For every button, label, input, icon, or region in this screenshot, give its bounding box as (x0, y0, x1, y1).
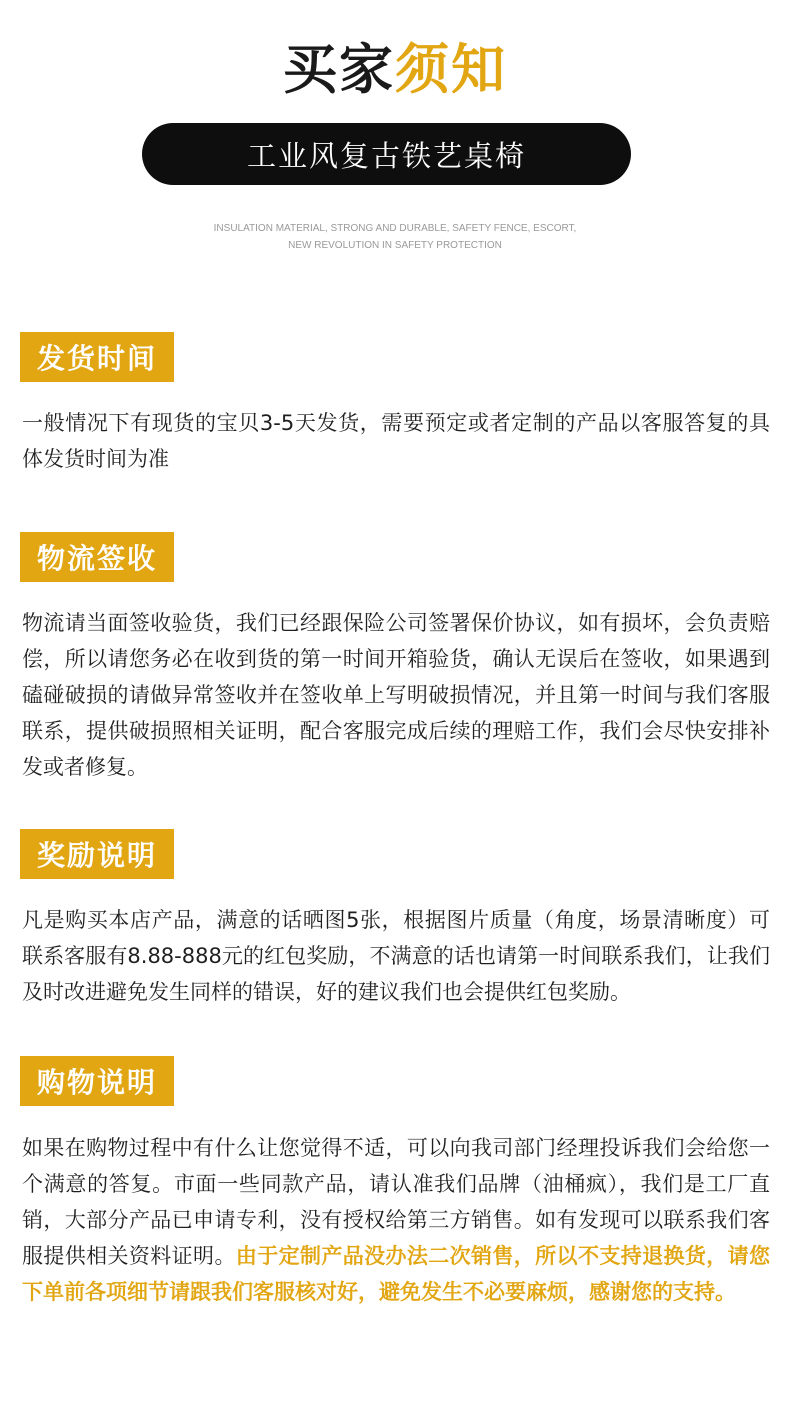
english-tagline-line2: NEW REVOLUTION IN SAFETY PROTECTION (288, 240, 502, 251)
page-title-dark: 买家 (283, 38, 395, 101)
page-title-accent: 须知 (395, 38, 507, 101)
section-heading-shipping-time: 发货时间 (20, 332, 174, 382)
english-tagline-line1: INSULATION MATERIAL, STRONG AND DURABLE, SAFETY FENCE, ESCORT, (213, 223, 577, 234)
english-tagline (0, 220, 790, 254)
subtitle-banner (142, 123, 631, 185)
section-heading-shopping: 购物说明 (20, 1056, 174, 1106)
page-title (0, 38, 790, 102)
section-body-rewards: 凡是购买本店产品，满意的话晒图5张，根据图片质量（角度，场景清晰度）可联系客服有8.88-888元的红包奖励，不满意的话也请第一时间联系我们，让我们及时改进避免发生同样的错误，好的建议我们也会提供红包奖励。 (22, 908, 770, 1004)
section-body-logistics: 物流请当面签收验货，我们已经跟保险公司签署保价协议，如有损坏，会负责赔偿，所以请您务必在收到货的第一时间开箱验货，确认无误后在签收，如果遇到磕碰破损的请做异常签收并在签收单上写明破损情况，并且第一时间与我们客服联系，提供破损照相关证明，配合客服完成后续的理赔工作，我们会尽快安排补发或者修复。 (22, 611, 770, 779)
subtitle-text: 工业风复古铁艺桌椅 (246, 138, 526, 173)
section-body-shopping-text: 如果在购物过程中有什么让您觉得不适，可以向我司部门经理投诉我们会给您一个满意的答复。市面一些同款产品，请认准我们品牌（油桶疯），我们是工厂直销，大部分产品已申请专利，没有授权给第三方销售。如有发现可以联系我们客服提供相关资料证明。 (22, 1136, 770, 1268)
section-heading-logistics: 物流签收 (20, 532, 174, 582)
section-heading-rewards: 奖励说明 (20, 829, 174, 879)
section-body-shopping-highlight: 由于定制产品没办法二次销售，所以不支持退换货，请您下单前各项细节请跟我们客服核对好，避免发生不必要麻烦，感谢您的支持。 (22, 1244, 771, 1304)
section-body-shopping (22, 1130, 770, 1310)
section-body-shipping-time: 一般情况下有现货的宝贝3-5天发货，需要预定或者定制的产品以客服答复的具体发货时间为准 (22, 411, 770, 471)
